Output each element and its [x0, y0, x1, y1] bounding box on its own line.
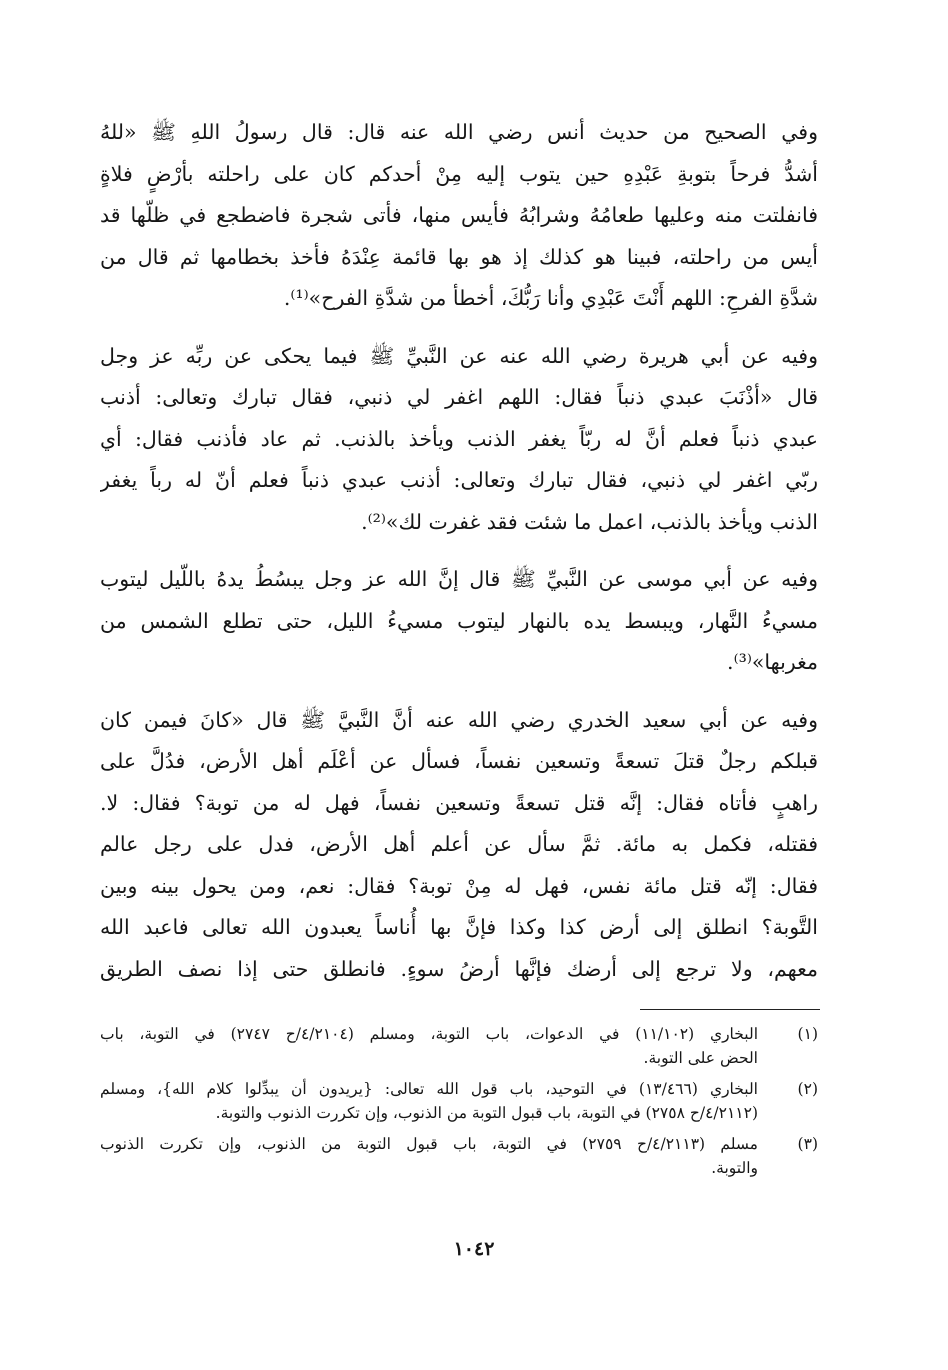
footnote-number: (٢)	[797, 1080, 818, 1098]
footnote-text	[100, 1022, 758, 1070]
text-line: فقال: إنّه قتل مائة نفس، فهل له مِنْ توبة؟ فقال: نعم، ومن يحول بينه وبين	[100, 873, 818, 898]
text-line: وفيه عن أبي سعيد الخدري رضي الله عنه أنَّ النَّبيَّ ﷺ قال «كانَ فيمن كان	[100, 707, 818, 732]
footnote-line: مسلم (٤/٢١١٣/ح ٢٧٥٩) في التوبة، باب قبول التوبة من الذنوب، وإن تكررت الذنوب	[100, 1135, 758, 1153]
main-text	[100, 112, 818, 1006]
footnote-line: الحض على التوبة.	[643, 1049, 758, 1067]
footnote-text	[100, 1132, 758, 1180]
text-line: أيس من راحلته، فبينا هو كذلك إذ هو بها قائمة عِنْدَهُ فأخذ بخطامها ثم قال من	[100, 244, 818, 269]
text-line: وفيه عن أبي موسى عن النَّبيِّ ﷺ قال إنَّ الله عز وجل يبسُطُ يدهُ باللّيل ليتوب	[100, 567, 818, 591]
text-line: وفي الصحيح من حديث أنس رضي الله عنه قال: قال رسولُ اللهِ ﷺ «للهُ	[100, 120, 818, 144]
paragraph-abu-musa-hadith	[100, 559, 818, 684]
text-line: وفيه عن أبي هريرة رضي الله عنه عن النَّبيِّ ﷺ فيما يحكى عن ربِّه عز وجل	[100, 343, 818, 368]
text-line: قال «أذْنَبَ عبدي ذنباً فقال: اللهم اغفر لي ذنبي، فقال تبارك وتعالى: أذنب	[100, 385, 818, 409]
text-line: عبدي ذنباً فعلم أنَّ له ربّاً يغفر الذنب ويأخذ بالذنب. ثم عاد فأذنب فقال: أي	[100, 426, 818, 451]
text-line: راهبٍ فأتاه فقال: إنَّه قتل تسعةً وتسعين نفساً، فهل له من توبة؟ فقال: لا.	[100, 790, 818, 815]
text-line: التَّوبة؟ انطلق إلى أرض كذا وكذا فإنَّ بها أُناساً يعبدون الله تعالى فاعبد الله	[100, 915, 818, 939]
footnote-text	[100, 1077, 758, 1125]
text-line: ربّي اغفر لي ذنبي، فقال تبارك وتعالى: أذنب عبدي ذنباً فعلم أنّ له رباً يغفر	[100, 468, 818, 492]
text-line: مسيءُ النَّهار، ويبسط يده بالنهار ليتوب مسيءُ الليل، حتى تطلع الشمس من	[100, 608, 818, 633]
paragraph-abu-said-hadith	[100, 700, 818, 991]
text-line: أشدُّ فرحاً بتوبةِ عَبْدِهِ حين يتوب إليه مِنْ أحدكم كان على راحلته بأرْضٍ فلاةٍ	[100, 161, 818, 186]
text-line: مغربها»⁽³⁾.	[727, 650, 818, 674]
footnote-separator	[640, 1009, 820, 1010]
footnote-number: (٣)	[797, 1135, 818, 1153]
paragraph-abu-hurayra-hadith	[100, 336, 818, 544]
footnotes	[100, 1022, 818, 1187]
text-line: فانفلتت منه وعليها طعامُهُ وشرابُهُ فأيس منها، فأتى شجرة فاضطجع في ظلّها قد	[100, 203, 818, 227]
text-line: معهم، ولا ترجع إلى أرضك فإنَّها أرضُ سوءٍ. فانطلق حتى إذا نصف الطريق	[100, 956, 818, 981]
footnote	[100, 1077, 818, 1125]
footnote-line: البخاري (١١/١٠٢) في الدعوات، باب التوبة، ومسلم (٤/٢١٠٤/ح ٢٧٤٧) في التوبة، باب	[100, 1025, 758, 1043]
text-line: فقتله، فكمل به مائة. ثمَّ سأل عن أعلم أهل الأرض، فدل على رجل عالم	[100, 832, 818, 856]
text-line: الذنب ويأخذ بالذنب، اعمل ما شئت فقد غفرت لك»⁽²⁾.	[361, 509, 818, 534]
footnote-line: والتوبة.	[711, 1159, 758, 1177]
footnote	[100, 1022, 818, 1070]
text-line: شدَّةِ الفرحِ: اللهم أَنْتَ عَبْدِي وأنا رَبُّكَ، أخطأ من شدَّةِ الفرح»⁽¹⁾.	[283, 286, 818, 310]
page-number: ١٠٤٢	[453, 1238, 495, 1260]
footnote-line: البخاري (١٣/٤٦٦) في التوحيد، باب قول الله تعالى: {يريدون أن يبدِّلوا كلام الله}، ومسلم	[100, 1080, 758, 1098]
footnote	[100, 1132, 818, 1180]
paragraph-anas-hadith	[100, 112, 818, 320]
footnote-line: (٤/٢١١٢/ح ٢٧٥٨) في التوبة، باب قبول التوبة من الذنوب، وإن تكررت الذنوب والتوبة.	[215, 1104, 758, 1122]
text-line: قبلكم رجلٌ قتلَ تسعةً وتسعين نفساً، فسأل عن أعْلَم أهل الأرض، فدُلَّ على	[100, 749, 818, 773]
footnote-number: (١)	[797, 1025, 818, 1043]
